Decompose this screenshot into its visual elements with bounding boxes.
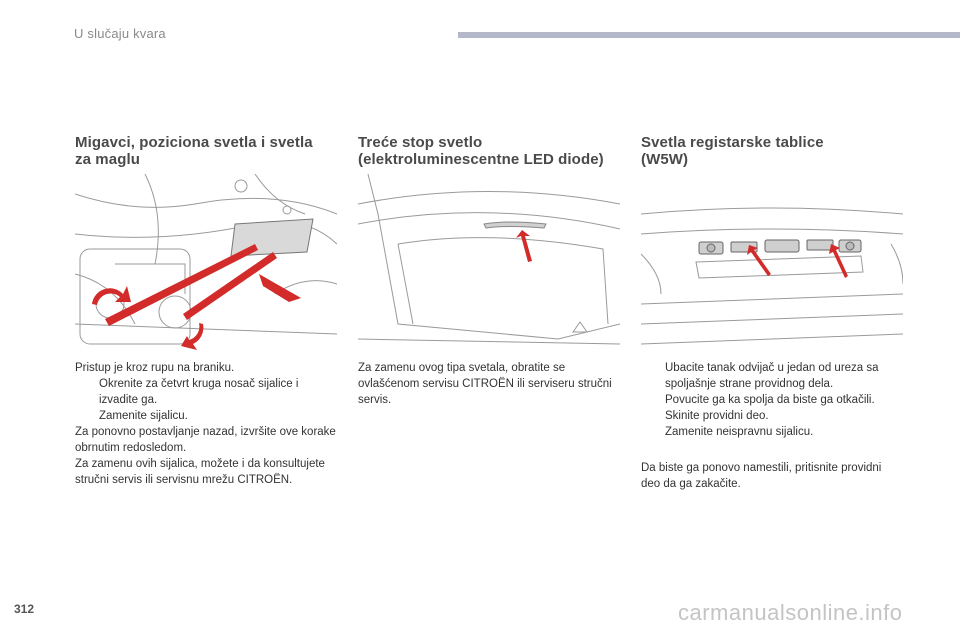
brake-light-instructions — [358, 360, 620, 408]
heading-line-2: (W5W) — [641, 151, 689, 168]
bullet-text: Ubacite tanak odvijač u jedan od ureza sa spoljašnje strane providnog dela. — [665, 362, 879, 390]
red-arrows — [92, 244, 301, 350]
bullet-text: Zamenite sijalicu. — [99, 410, 188, 422]
plate-light-illustration — [641, 174, 903, 350]
bullet-text: Skinite providni deo. — [665, 410, 769, 422]
heading-line-1: Svetla registarske tablice — [641, 134, 824, 151]
bullet-icon — [75, 376, 99, 408]
column-indicators — [75, 134, 337, 486]
bullet-icon — [641, 392, 665, 408]
header-bar — [458, 32, 960, 38]
reassembly-text: Za ponovno postavljanje nazad, izvršite ove korake obrnutim redosledom. — [75, 426, 336, 454]
service-text: Za zamenu ovih sijalica, možete i da konsultujete stručni servis ili servisnu mrežu CITROËN. — [75, 458, 325, 486]
page-number: 312 — [14, 602, 35, 616]
bullet-icon — [641, 408, 665, 424]
column-plate-lights — [641, 134, 903, 490]
heading-line-2: (elektroluminescentne LED diode) — [358, 151, 604, 168]
reassembly-text: Da biste ga ponovo namestili, pritisnite providni deo da ga zakačite. — [641, 462, 882, 490]
figure-number-plate-lights — [641, 174, 903, 350]
indicators-instructions — [75, 360, 337, 488]
list-item — [75, 408, 337, 424]
bullet-text: Zamenite neispravnu sijalicu. — [665, 426, 814, 438]
bullet-icon — [641, 360, 665, 392]
intro-text: Pristup je kroz rupu na braniku. — [75, 362, 235, 374]
heading-line-2: za maglu — [75, 151, 140, 168]
list-item — [641, 360, 903, 392]
service-text: Za zamenu ovog tipa svetala, obratite se ovlašćenom servisu CITROËN ili serviseru stručni servis. — [358, 362, 612, 406]
heading-third-brake-light — [358, 134, 620, 170]
column-third-brake-light — [358, 134, 620, 406]
watermark: carmanualsonline.info — [678, 600, 903, 625]
list-item — [641, 392, 903, 408]
heading-line-1: Migavci, poziciona svetla i svetla — [75, 134, 313, 151]
bullet-text: Okrenite za četvrt kruga nosač sijalice i izvadite ga. — [99, 378, 299, 406]
bullet-icon — [75, 408, 99, 424]
heading-plate-lights — [641, 134, 903, 170]
heading-indicators — [75, 134, 337, 170]
bumper-illustration — [75, 174, 337, 350]
rear-window-illustration — [358, 174, 620, 350]
figure-rear-bumper-bulbs — [75, 174, 337, 350]
bullet-text: Povucite ga ka spolja da biste ga otkačili. — [665, 394, 875, 406]
plate-light-instructions — [641, 360, 903, 492]
brake-light-strip — [484, 222, 546, 228]
section-title: U slučaju kvara — [74, 26, 166, 41]
bullet-icon — [641, 424, 665, 440]
red-arrow — [516, 230, 532, 262]
heading-line-1: Treće stop svetlo — [358, 134, 483, 151]
list-item — [641, 408, 903, 424]
list-item — [641, 424, 903, 440]
list-item — [75, 376, 337, 408]
figure-rear-window — [358, 174, 620, 350]
